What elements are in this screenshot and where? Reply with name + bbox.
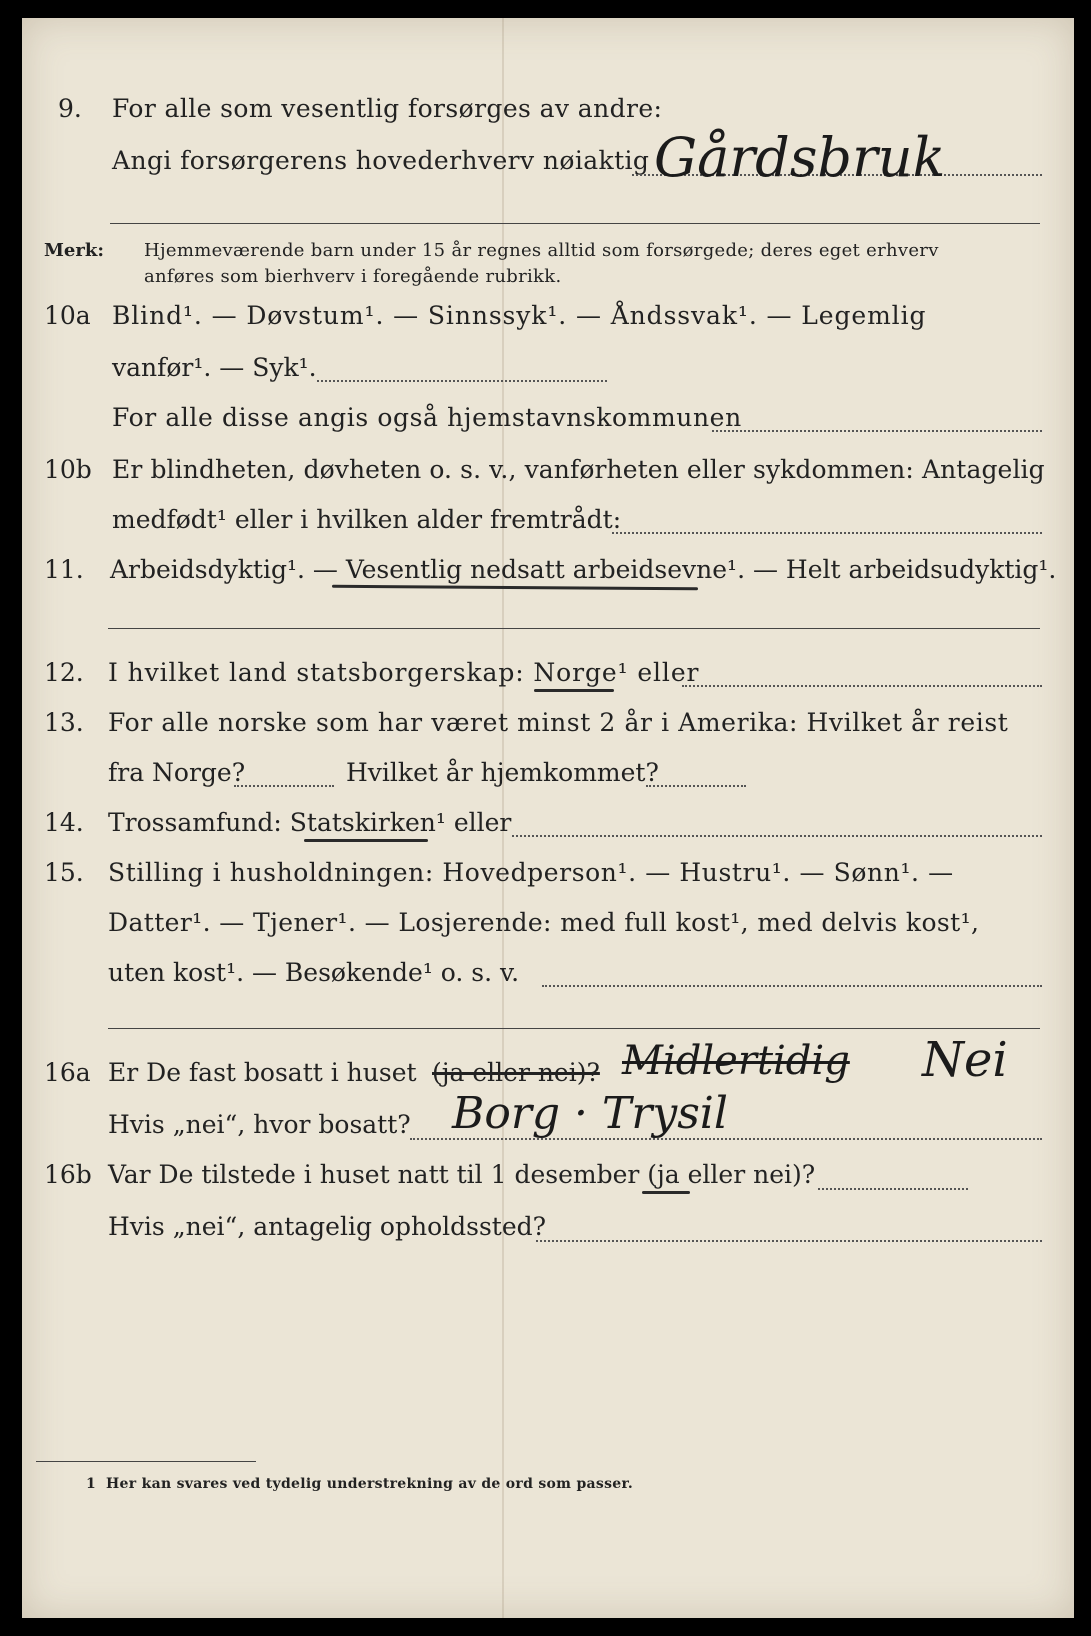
q15-second-line — [108, 1028, 1040, 1029]
q10a-hjemstavn-line — [712, 430, 1042, 432]
q16a-line1b-struck: (ja eller nei)? — [432, 1058, 600, 1087]
footnote-rule — [36, 1461, 256, 1462]
q10b-answer-line — [612, 532, 1042, 534]
q9-line2: Angi forsørgerens hovederhverv nøiaktig — [112, 146, 650, 175]
q14-line1: Trossamfund: Statskirken¹ eller — [108, 808, 512, 837]
q12-line1: I hvilket land statsborgerskap: Norge¹ eller — [108, 658, 700, 687]
q14-answer-line — [512, 835, 1042, 837]
footnote-text: Her kan svares ved tydelig understrekning av de ord som passer. — [106, 1476, 634, 1492]
q16b-underline-ja — [642, 1191, 690, 1194]
q10a-answer-line — [317, 380, 607, 382]
q16b-line1: Var De tilstede i huset natt til 1 desember (ja eller nei)? — [108, 1160, 816, 1189]
q14-number: 14. — [44, 808, 84, 837]
q13-reist-line — [234, 785, 334, 787]
q11-number: 11. — [44, 555, 84, 584]
q15-line1: Stilling i husholdningen: Hovedperson¹. — Hustru¹. — Sønn¹. — — [108, 858, 954, 887]
q13-line1: For alle norske som har været minst 2 år i Amerika: Hvilket år reist — [108, 708, 1009, 737]
q9-number: 9. — [58, 94, 82, 123]
q15-line3: uten kost¹. — Besøkende¹ o. s. v. — [108, 958, 520, 987]
q16a-answer-nei[interactable]: Nei — [922, 1032, 1008, 1088]
footnote-mark: 1 — [86, 1476, 96, 1492]
q11-answer-line — [108, 628, 1040, 629]
q10b-number: 10b — [44, 455, 92, 484]
q16a-line2: Hvis „nei“, hvor bosatt? — [108, 1110, 411, 1139]
q12-underline-norge — [534, 689, 614, 692]
q10a-number: 10a — [44, 301, 91, 330]
q9-answer-handwritten[interactable]: Gårdsbruk — [654, 126, 946, 189]
q16a-answer-bosatt[interactable]: Borg · Trysil — [452, 1088, 728, 1139]
merk-line2: anføres som bierhverv i foregående rubrikk. — [144, 266, 562, 287]
q11-underline-vesentlig — [332, 585, 698, 591]
q13-hjemkommet-line — [646, 785, 746, 787]
q10a-line1: Blind¹. — Døvstum¹. — Sinnssyk¹. — Åndssvak¹. — Legemlig — [112, 301, 927, 330]
q15-answer-line — [542, 985, 1042, 987]
q16b-answer-line — [818, 1188, 968, 1190]
q13-line2b: Hvilket år hjemkommet? — [346, 758, 659, 787]
q16a-line1a: Er De fast bosatt i huset — [108, 1058, 417, 1087]
q10b-line1: Er blindheten, døvheten o. s. v., vanførheten eller sykdommen: Antagelig — [112, 455, 1045, 484]
census-form-page — [22, 18, 1074, 1618]
q16b-opholdssted-line — [536, 1240, 1042, 1242]
merk-label: Merk: — [44, 240, 104, 261]
q16b-number: 16b — [44, 1160, 92, 1189]
q13-line2a: fra Norge? — [108, 758, 246, 787]
merk-line1: Hjemmeværende barn under 15 år regnes alltid som forsørgede; deres eget erhverv — [144, 240, 939, 261]
q16a-answer-struck[interactable]: Midlertidig — [622, 1038, 850, 1084]
q14-underline-statskirken — [304, 839, 428, 842]
q11-line1: Arbeidsdyktig¹. — Vesentlig nedsatt arbeidsevne¹. — Helt arbeidsudyktig¹. — [110, 555, 1057, 584]
q15-line2: Datter¹. — Tjener¹. — Losjerende: med full kost¹, med delvis kost¹, — [108, 908, 980, 937]
q16a-number: 16a — [44, 1058, 91, 1087]
q9-second-line — [110, 223, 1040, 224]
q10a-line2: vanfør¹. — Syk¹. — [112, 353, 317, 382]
q10a-line3: For alle disse angis også hjemstavnskommunen — [112, 403, 742, 432]
q9-line1: For alle som vesentlig forsørges av andre: — [112, 94, 663, 123]
q13-number: 13. — [44, 708, 84, 737]
q10b-line2: medfødt¹ eller i hvilken alder fremtrådt: — [112, 505, 622, 534]
q15-number: 15. — [44, 858, 84, 887]
q16b-line2: Hvis „nei“, antagelig opholdssted? — [108, 1212, 547, 1241]
q12-answer-line — [682, 685, 1042, 687]
q12-number: 12. — [44, 658, 84, 687]
